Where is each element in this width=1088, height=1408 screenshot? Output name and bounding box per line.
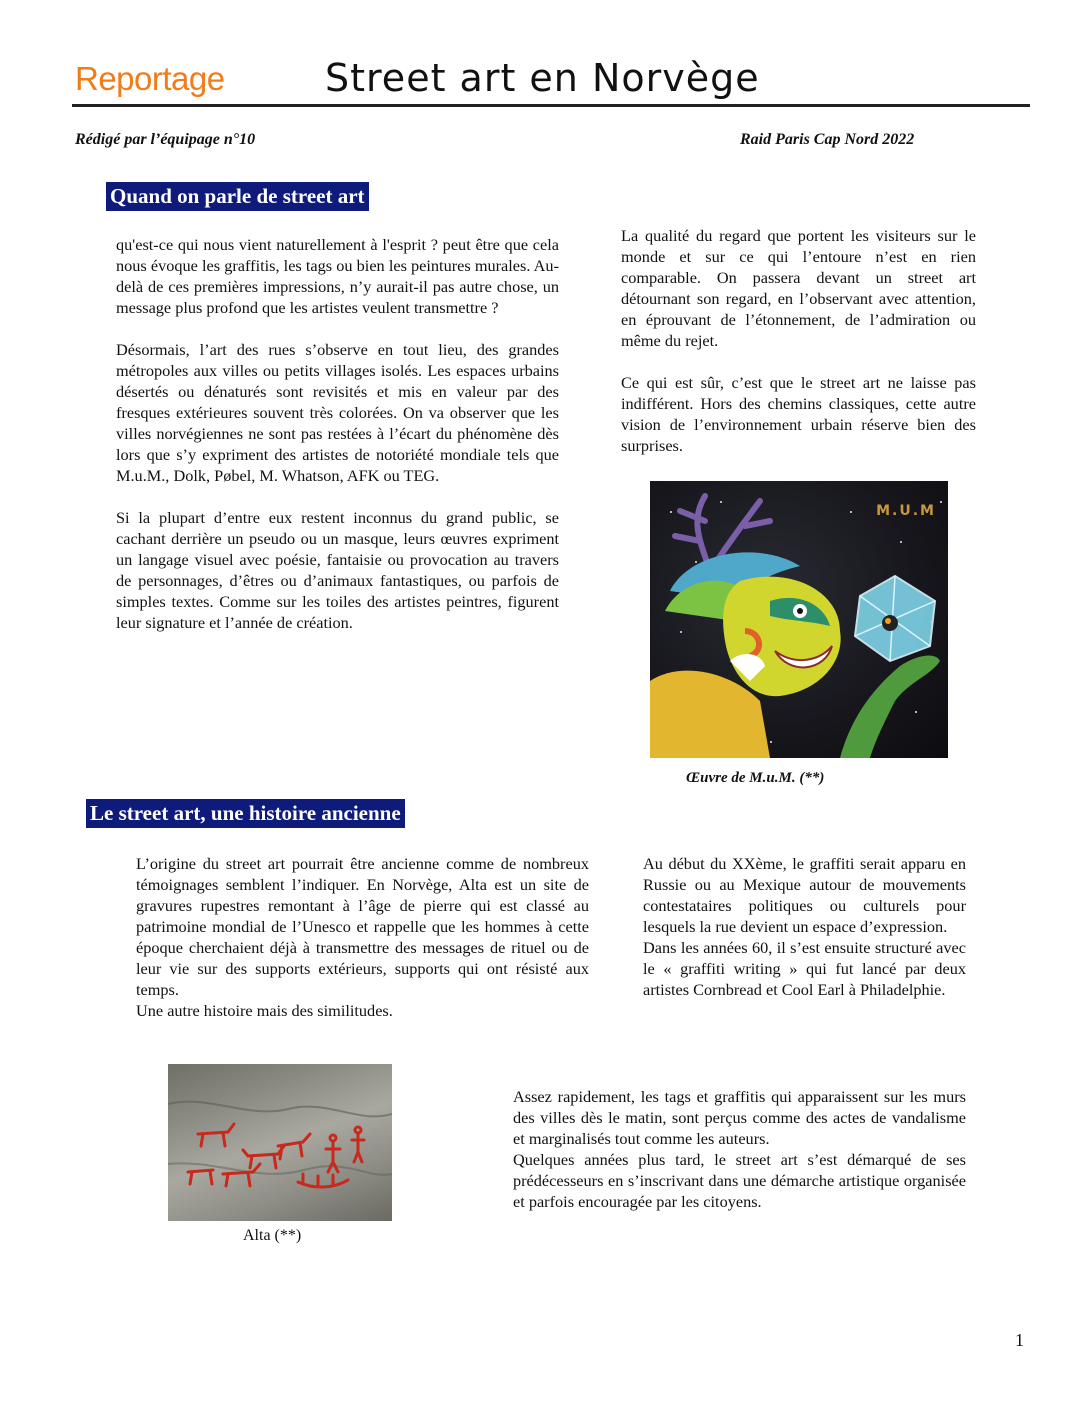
paragraph: La qualité du regard que portent les visiteurs sur le monde et sur ce qui l’entoure n’est en rien comparable. On passera devant un street art détournant son regard, en l’observant avec attention, en éprouvant de l’étonnement, de l’admiration ou même du rejet.: [621, 226, 976, 350]
section2-right-column: [643, 853, 966, 1000]
rock-carving-graphic: [168, 1064, 392, 1221]
byline-author: Rédigé par l’équipage n°10: [75, 131, 256, 148]
paragraph: Assez rapidement, les tags et graffitis qui apparaissent sur les murs des villes dès le matin, sont perçus comme des actes de vandalisme et marginalisés tout comme les auteurs.: [513, 1087, 966, 1148]
section2-bottom-column: [513, 1086, 966, 1212]
paragraph: Dans les années 60, il s’est ensuite structuré avec le « graffiti writing » qui fut lancé par deux artistes Cornbread et Cool Earl à Philadelphie.: [643, 938, 966, 999]
section-label: Reportage: [75, 60, 225, 97]
page-title: Street art en Norvège: [325, 56, 760, 100]
byline-event: Raid Paris Cap Nord 2022: [740, 131, 915, 148]
mural-caption: Œuvre de M.u.M. (**): [686, 770, 825, 786]
section-heading-history: Le street art, une histoire ancienne: [86, 799, 405, 828]
paragraph: L’origine du street art pourrait être ancienne comme de nombreux témoignages semblent l’indiquer. En Norvège, Alta est un site de gravures rupestres remontant à l’âge de pierre qui est classé au patrimoine mondial de l’Unesco et rappelle que les hommes à cette époque cherchaient déjà à transmettre des messages de rituel ou de leur vie sur des supports extérieurs, supports qui ont résisté aux temps.: [136, 854, 589, 999]
paragraph: Désormais, l’art des rues s’observe en tout lieu, des grandes métropoles aux villes ou petits villages isolés. Les espaces urbains désertés ou dénaturés sont revisités et mis en valeur par des fresques extérieures souvent très colorées. On va observer que les villes norvégiennes ne sont pas restées à l’écart du phénomène dès lors que s’y expriment des artistes de notoriété mondiale tels que M.u.M., Dolk, Pøbel, M. Whatson, AFK ou TEG.: [116, 340, 559, 485]
paragraph: qu'est-ce qui nous vient naturellement à l'esprit ? peut être que cela nous évoque les graffitis, les tags ou bien les peintures murales. Au-delà de ces premières impressions, n’y aurait-il pas autre chose, un message plus profond que les artistes veulent transmettre ?: [116, 235, 559, 317]
mural-image: [650, 481, 948, 758]
mural-signature: M.U.M: [876, 503, 936, 519]
paragraph: Ce qui est sûr, c’est que le street art ne laisse pas indifférent. Hors des chemins classiques, cette autre vision de l’environnement urbain réserve bien des surprises.: [621, 373, 976, 455]
alta-rock-carving-image: [168, 1064, 392, 1221]
paragraph: Une autre histoire mais des similitudes.: [136, 1001, 393, 1020]
page-number: 1: [1015, 1330, 1024, 1350]
section1-right-column: [621, 225, 976, 456]
alta-caption: Alta (**): [243, 1227, 302, 1244]
paragraph: Si la plupart d’entre eux restent inconnus du grand public, se cachant derrière un pseudo ou un masque, leurs œuvres expriment un langage visuel avec poésie, fantaisie ou provocation au travers de personnages, d’êtres ou d’animaux fantastiques, ou parfois de simples textes. Comme sur les toiles des artistes peintres, figurent leur signature et l’année de création.: [116, 508, 559, 632]
paragraph: Au début du XXème, le graffiti serait apparu en Russie ou au Mexique autour de mouvements contestataires politiques ou culturels pour lesquels la rue devient un espace d’expression.: [643, 854, 966, 936]
paragraph: Quelques années plus tard, le street art s’est démarqué de ses prédécesseurs en s’inscrivant dans une démarche artistique organisée et parfois encouragée par les citoyens.: [513, 1150, 966, 1211]
mural-figure-graphic: [650, 481, 948, 758]
section1-left-column: [116, 234, 559, 633]
section2-left-column: [136, 853, 589, 1021]
header-rule: [72, 104, 1030, 107]
section-heading-street-art: Quand on parle de street art: [106, 182, 369, 211]
